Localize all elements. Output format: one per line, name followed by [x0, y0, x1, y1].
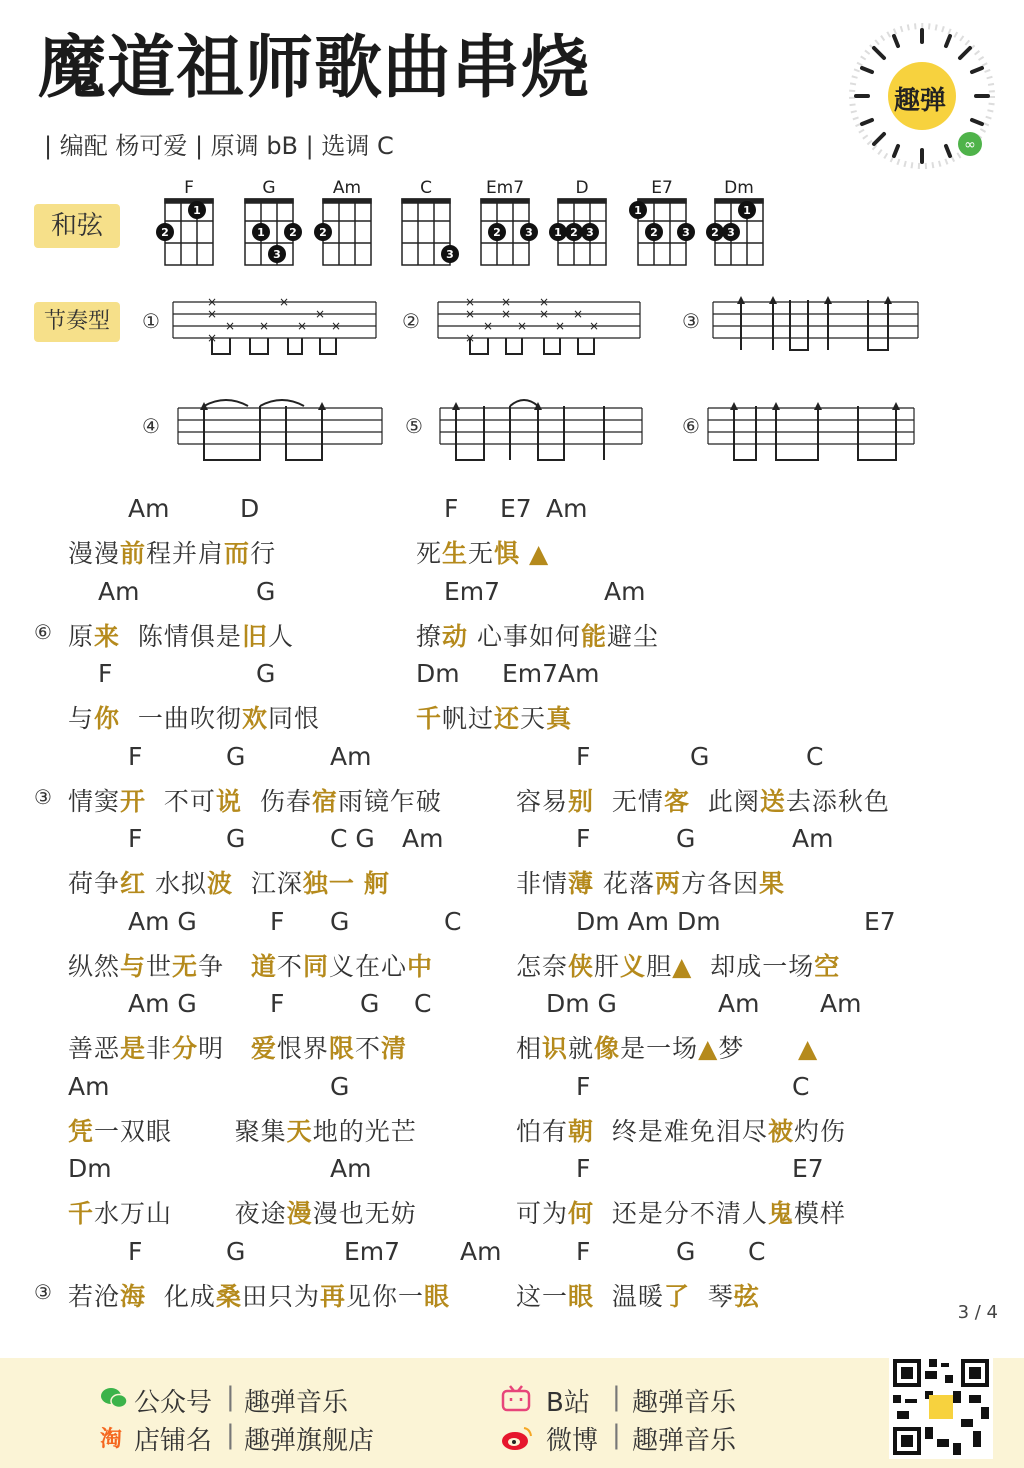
- chord-label: E7: [864, 906, 896, 936]
- accent-syllable: 两: [654, 869, 681, 898]
- chord-label: Em7: [344, 1236, 401, 1266]
- lyric-text: 地的光芒: [312, 1116, 417, 1146]
- lyric-text: 相: [516, 1034, 543, 1063]
- svg-text:2: 2: [570, 226, 578, 239]
- svg-text:×: ×: [330, 319, 342, 333]
- rhythm-number-6: ⑥: [682, 414, 700, 438]
- accent-syllable: 与: [120, 951, 147, 981]
- lyric-text: 不可: [146, 786, 216, 816]
- lyric-line: [416, 534, 549, 570]
- divider: |: [226, 1420, 235, 1450]
- chord-label: Am: [546, 494, 588, 523]
- accent-syllable: 能: [580, 621, 607, 651]
- lyric-text: 情窦: [68, 786, 121, 816]
- accent-syllable: 波: [206, 869, 233, 898]
- wechat-icon: [100, 1386, 128, 1410]
- lyric-text: 肝: [594, 951, 621, 981]
- svg-text:2: 2: [493, 226, 501, 239]
- chord-label: Dm Am Dm: [576, 906, 721, 936]
- bilibili-label: B站: [546, 1388, 590, 1418]
- lyric-text: 一双眼: [94, 1116, 235, 1146]
- svg-text:1: 1: [634, 204, 642, 217]
- chord-label: Am: [820, 989, 862, 1018]
- accent-syllable: 你: [94, 704, 121, 733]
- lyric-text: 同恨: [267, 704, 320, 733]
- svg-text:×: ×: [588, 319, 600, 333]
- svg-text:×: ×: [314, 307, 326, 321]
- lyric-line: [68, 534, 276, 570]
- rhythm-number-5: ⑤: [405, 414, 423, 438]
- lyric-line: [516, 1277, 760, 1313]
- divider: |: [612, 1420, 621, 1450]
- svg-text:×: ×: [464, 295, 476, 309]
- chord-label: Am: [98, 576, 140, 606]
- lyric-text: 与: [68, 704, 95, 733]
- chord-label: F: [270, 989, 285, 1018]
- chord-label: Dm: [416, 659, 460, 688]
- chord-label: F: [128, 741, 143, 771]
- chord-label: G: [226, 741, 246, 771]
- chord-name: Em7: [485, 178, 525, 198]
- svg-text:×: ×: [500, 307, 512, 321]
- chord-label: F: [576, 1071, 591, 1101]
- chord-label: Am G: [128, 906, 197, 936]
- bilibili-icon: [500, 1384, 532, 1412]
- chord-label: Am G: [128, 989, 197, 1018]
- lyric-text: [355, 869, 364, 898]
- lyric-text: 世: [146, 951, 173, 981]
- accent-syllable: 薄: [568, 869, 595, 898]
- rest-marker: ▲: [698, 1034, 719, 1063]
- chord-label: G: [226, 1236, 246, 1266]
- chord-label: Am: [718, 989, 760, 1018]
- accent-syllable: 像: [594, 1034, 621, 1063]
- accent-syllable: 开: [120, 786, 147, 816]
- accent-syllable: 还: [494, 704, 521, 733]
- lyric-text: 可为: [516, 1199, 569, 1228]
- svg-text:2: 2: [650, 226, 658, 239]
- svg-text:×: ×: [296, 319, 308, 333]
- lyric-text: 见你一: [345, 1281, 424, 1311]
- lyric-line: [68, 947, 433, 983]
- accent-syllable: 宿: [311, 786, 338, 816]
- lyric-text: 无: [468, 539, 495, 568]
- repeat-marker: ③: [34, 784, 53, 809]
- accent-syllable: 弦: [733, 1281, 760, 1311]
- lyric-text: 灼伤: [793, 1116, 846, 1146]
- lyric-text: 撩: [416, 621, 443, 651]
- shop-label: 店铺名: [134, 1426, 213, 1456]
- chords-label: 和弦: [34, 204, 120, 248]
- accent-syllable: 来: [94, 621, 121, 651]
- svg-text:×: ×: [500, 295, 512, 309]
- svg-text:1: 1: [193, 204, 201, 217]
- svg-text:×: ×: [278, 295, 290, 309]
- chord-label: G: [360, 989, 380, 1018]
- accent-syllable: 海: [120, 1281, 147, 1311]
- accent-syllable: 别: [568, 786, 595, 816]
- chord-name: G: [262, 178, 276, 198]
- chord-name: E7: [651, 178, 673, 198]
- chord-label: Am: [792, 824, 834, 853]
- accent-syllable: 分: [172, 1034, 199, 1063]
- svg-text:2: 2: [711, 226, 719, 239]
- accent-syllable: 眼: [568, 1281, 595, 1311]
- chord-label: G: [330, 906, 350, 936]
- chord-label: G: [690, 741, 710, 771]
- lyric-text: 死: [416, 539, 443, 568]
- lyric-text: 花落: [594, 869, 655, 898]
- lyric-text: 温暖: [594, 1281, 664, 1311]
- divider: |: [612, 1382, 621, 1412]
- footer: [0, 1358, 1024, 1468]
- accent-syllable: 识: [542, 1034, 569, 1063]
- weibo-value[interactable]: 趣弹音乐: [632, 1426, 737, 1456]
- chord-name: D: [575, 178, 589, 198]
- shop-value[interactable]: 趣弹旗舰店: [244, 1426, 375, 1456]
- weibo-icon: [500, 1424, 534, 1452]
- wechat-value[interactable]: 趣弹音乐: [244, 1388, 349, 1418]
- lyric-text: 帆过: [442, 704, 495, 733]
- rest-marker: ▲: [672, 951, 693, 981]
- chord-label: Dm G: [546, 989, 617, 1018]
- svg-text:×: ×: [516, 319, 528, 333]
- accent-syllable: 清: [380, 1034, 407, 1063]
- lyric-line: [416, 617, 659, 653]
- svg-text:3: 3: [273, 248, 281, 261]
- lyric-text: 不: [276, 951, 303, 981]
- lyric-text: 非情: [516, 869, 569, 898]
- accent-syllable: 客: [663, 786, 690, 816]
- lyric-text: 人: [267, 621, 294, 651]
- rest-marker: ▲: [798, 1034, 819, 1063]
- lyric-text: 明: [198, 1034, 251, 1063]
- lyric-text: 善恶: [68, 1034, 121, 1063]
- accent-syllable: 红: [120, 869, 147, 898]
- lyric-text: 荷争: [68, 869, 121, 898]
- chord-label: Am: [604, 576, 646, 606]
- lyric-line: [516, 947, 840, 983]
- lyric-text: 此阕: [689, 786, 760, 816]
- lyric-text: 纵然: [68, 951, 121, 981]
- rhythm-label: 节奏型: [34, 302, 120, 342]
- chord-label: C G: [330, 824, 375, 853]
- accent-syllable: 无: [172, 951, 199, 981]
- chord-label: G: [226, 824, 246, 853]
- accent-syllable: 说: [215, 786, 242, 816]
- accent-syllable: 是: [120, 1034, 147, 1063]
- rhythm-patterns: [168, 290, 928, 475]
- svg-text:∞: ∞: [964, 137, 976, 153]
- chord-label: F: [444, 494, 459, 523]
- accent-syllable: 舸: [363, 869, 390, 898]
- accent-syllable: 同: [302, 951, 329, 981]
- weibo-label: 微博: [546, 1426, 599, 1456]
- chord-label: C: [414, 989, 432, 1018]
- svg-text:3: 3: [525, 226, 533, 239]
- accent-syllable: 千: [68, 1199, 95, 1228]
- lyric-text: 终是难免泪尽: [594, 1116, 768, 1146]
- accent-syllable: 漫: [286, 1199, 313, 1228]
- rhythm-number-1: ①: [142, 309, 160, 333]
- bilibili-value[interactable]: 趣弹音乐: [632, 1388, 737, 1418]
- svg-text:3: 3: [446, 248, 454, 261]
- rhythm-number-3: ③: [682, 309, 700, 333]
- accent-syllable: 旧: [241, 621, 268, 651]
- lyric-text: 心事如何: [468, 621, 581, 651]
- chord-label: F: [576, 741, 591, 771]
- accent-syllable: 生: [442, 539, 469, 568]
- lyric-text: 江深: [233, 869, 303, 898]
- repeat-marker: ③: [34, 1279, 53, 1304]
- chord-label: Am: [128, 494, 170, 523]
- svg-text:×: ×: [538, 307, 550, 321]
- lyric-text: 梦: [718, 1034, 798, 1063]
- svg-text:1: 1: [257, 226, 265, 239]
- chord-label: F: [128, 1236, 143, 1266]
- accent-syllable: 义: [620, 951, 647, 981]
- accent-syllable: 空: [814, 951, 841, 981]
- chord-label: E7: [500, 494, 532, 523]
- lyric-line: [416, 699, 572, 735]
- svg-text:×: ×: [224, 319, 236, 333]
- lyric-text: 胆: [646, 951, 673, 981]
- chord-label: Em7Am: [502, 659, 600, 688]
- accent-syllable: 眼: [424, 1281, 451, 1311]
- chord-label: Am: [330, 1154, 372, 1183]
- accent-syllable: 中: [406, 951, 433, 981]
- lyric-line: [516, 782, 890, 818]
- arrangement-info: | 编配 杨可爱 | 原调 bB | 选调 C: [44, 132, 394, 160]
- lyric-text: 还是分不清人: [594, 1199, 768, 1228]
- qr-code[interactable]: [889, 1355, 993, 1459]
- accent-syllable: 朝: [568, 1116, 595, 1146]
- accent-syllable: 道: [250, 951, 277, 981]
- chord-label: F: [128, 824, 143, 853]
- chord-label: D: [240, 494, 260, 523]
- lyric-text: 容易: [516, 786, 569, 816]
- lyric-text: 不: [354, 1034, 381, 1063]
- lyric-line: [516, 1029, 818, 1065]
- lyric-text: 模样: [793, 1199, 846, 1228]
- accent-syllable: 独一: [302, 869, 355, 898]
- lyric-text: 无情: [594, 786, 664, 816]
- accent-syllable: 而: [224, 539, 251, 568]
- accent-syllable: 鬼: [767, 1199, 794, 1228]
- svg-text:3: 3: [727, 226, 735, 239]
- svg-text:×: ×: [464, 331, 476, 345]
- chord-label: E7: [792, 1154, 824, 1183]
- lyric-text: 聚集: [234, 1116, 287, 1146]
- rest-marker: ▲: [520, 539, 550, 568]
- lyric-line: [516, 864, 785, 900]
- lyric-text: 是一场: [620, 1034, 699, 1063]
- taobao-icon: 淘: [100, 1427, 123, 1452]
- lyric-text: 怎奈: [516, 951, 569, 981]
- lyric-text: 这一: [516, 1281, 569, 1311]
- wechat-label: 公众号: [134, 1388, 213, 1418]
- svg-text:×: ×: [538, 295, 550, 309]
- lyric-text: 漫也无妨: [312, 1199, 417, 1228]
- svg-text:2: 2: [319, 226, 327, 239]
- repeat-marker: ⑥: [34, 619, 53, 644]
- chord-label: Am: [460, 1236, 502, 1266]
- chord-label: C: [444, 906, 462, 936]
- lyric-text: 一曲吹彻: [120, 704, 242, 733]
- accent-syllable: 动: [442, 621, 469, 651]
- accent-syllable: 再: [319, 1281, 346, 1311]
- lyric-text: 若沧: [68, 1281, 121, 1311]
- accent-syllable: 欢: [241, 704, 268, 733]
- lyric-text: 非: [146, 1034, 173, 1063]
- svg-text:×: ×: [206, 331, 218, 345]
- chord-label: Em7: [444, 576, 501, 606]
- lyric-text: 义在心: [328, 951, 407, 981]
- lyric-line: [68, 1112, 417, 1148]
- chord-name: Am: [332, 178, 362, 198]
- logo-text: 趣弹: [894, 86, 947, 116]
- lyric-text: 琴: [689, 1281, 734, 1311]
- chord-label: C: [748, 1236, 766, 1266]
- lyric-text: 水万山: [94, 1199, 235, 1228]
- chord-label: F: [98, 659, 113, 688]
- svg-text:1: 1: [554, 226, 562, 239]
- accent-syllable: 限: [328, 1034, 355, 1063]
- svg-text:×: ×: [258, 319, 270, 333]
- accent-syllable: 送: [759, 786, 786, 816]
- lyric-line: [68, 617, 294, 653]
- chord-label: Am: [402, 824, 444, 853]
- chord-label: G: [330, 1071, 350, 1101]
- lyric-text: 天: [520, 704, 547, 733]
- lyric-text: 雨镜乍破: [337, 786, 442, 816]
- chord-label: G: [676, 824, 696, 853]
- accent-syllable: 了: [663, 1281, 690, 1311]
- accent-syllable: 侠: [568, 951, 595, 981]
- lyric-line: [516, 1194, 846, 1230]
- accent-syllable: 爱: [250, 1034, 277, 1063]
- lyric-text: 漫漫: [68, 539, 121, 568]
- rhythm-number-4: ④: [142, 414, 160, 438]
- svg-text:×: ×: [572, 307, 584, 321]
- lyric-text: 田只为: [241, 1281, 320, 1311]
- chord-label: F: [270, 906, 285, 936]
- lyric-text: 却成一场: [692, 951, 815, 981]
- lyric-text: 水拟: [146, 869, 207, 898]
- lyric-line: [68, 1029, 407, 1065]
- lyric-text: 化成: [146, 1281, 216, 1311]
- chord-label: C: [806, 741, 824, 771]
- lyric-text: 恨界: [276, 1034, 329, 1063]
- chord-label: Am: [330, 741, 372, 771]
- lyric-line: [516, 1112, 846, 1148]
- svg-text:2: 2: [161, 226, 169, 239]
- page-number: 3 / 4: [957, 1302, 998, 1323]
- svg-text:×: ×: [206, 307, 218, 321]
- chord-label: F: [576, 1236, 591, 1266]
- chord-label: Dm: [68, 1154, 112, 1183]
- chord-label: F: [576, 1154, 591, 1183]
- lyric-text: 争: [198, 951, 251, 981]
- divider: |: [226, 1382, 235, 1412]
- chord-diagrams: [150, 195, 780, 275]
- accent-syllable: 千: [416, 704, 443, 733]
- lyric-text: 行: [250, 539, 277, 568]
- lyric-text: 陈情俱是: [120, 621, 242, 651]
- lyric-line: [68, 699, 320, 735]
- accent-syllable: 惧: [494, 539, 521, 568]
- lyric-text: 去添秋色: [785, 786, 890, 816]
- rhythm-number-2: ②: [402, 309, 420, 333]
- svg-text:3: 3: [586, 226, 594, 239]
- lyric-line: [68, 1194, 417, 1230]
- chord-name: C: [420, 178, 432, 198]
- svg-text:3: 3: [682, 226, 690, 239]
- lyric-text: 就: [568, 1034, 595, 1063]
- lyric-line: [68, 864, 390, 900]
- accent-syllable: 何: [568, 1199, 595, 1228]
- chord-name: F: [184, 178, 194, 198]
- svg-text:2: 2: [289, 226, 297, 239]
- accent-syllable: 被: [767, 1116, 794, 1146]
- svg-text:×: ×: [206, 295, 218, 309]
- lyric-text: 原: [68, 621, 95, 651]
- chord-label: G: [676, 1236, 696, 1266]
- chord-label: C: [792, 1071, 810, 1101]
- lyric-text: 避尘: [607, 621, 660, 651]
- chord-label: F: [576, 824, 591, 853]
- svg-text:×: ×: [464, 307, 476, 321]
- accent-syllable: 真: [546, 704, 573, 733]
- chord-name: Dm: [724, 178, 754, 198]
- svg-text:×: ×: [482, 319, 494, 333]
- svg-text:×: ×: [554, 319, 566, 333]
- lyric-text: 怕有: [516, 1116, 569, 1146]
- lyric-line: [68, 782, 442, 818]
- svg-text:1: 1: [743, 204, 751, 217]
- accent-syllable: 天: [286, 1116, 313, 1146]
- page-title: 魔道祖师歌曲串烧: [38, 29, 591, 108]
- chord-label: G: [256, 659, 276, 688]
- lyric-line: [68, 1277, 450, 1313]
- lyric-text: 程并肩: [146, 539, 225, 568]
- accent-syllable: 桑: [215, 1281, 242, 1311]
- accent-syllable: 果: [759, 869, 786, 898]
- accent-syllable: 前: [120, 539, 147, 568]
- chord-label: G: [256, 576, 276, 606]
- lyric-text: 方各因: [681, 869, 760, 898]
- lyric-text: 伤春: [241, 786, 312, 816]
- lyric-text: 夜途: [234, 1199, 287, 1228]
- accent-syllable: 凭: [68, 1116, 95, 1146]
- chord-label: Am: [68, 1071, 110, 1101]
